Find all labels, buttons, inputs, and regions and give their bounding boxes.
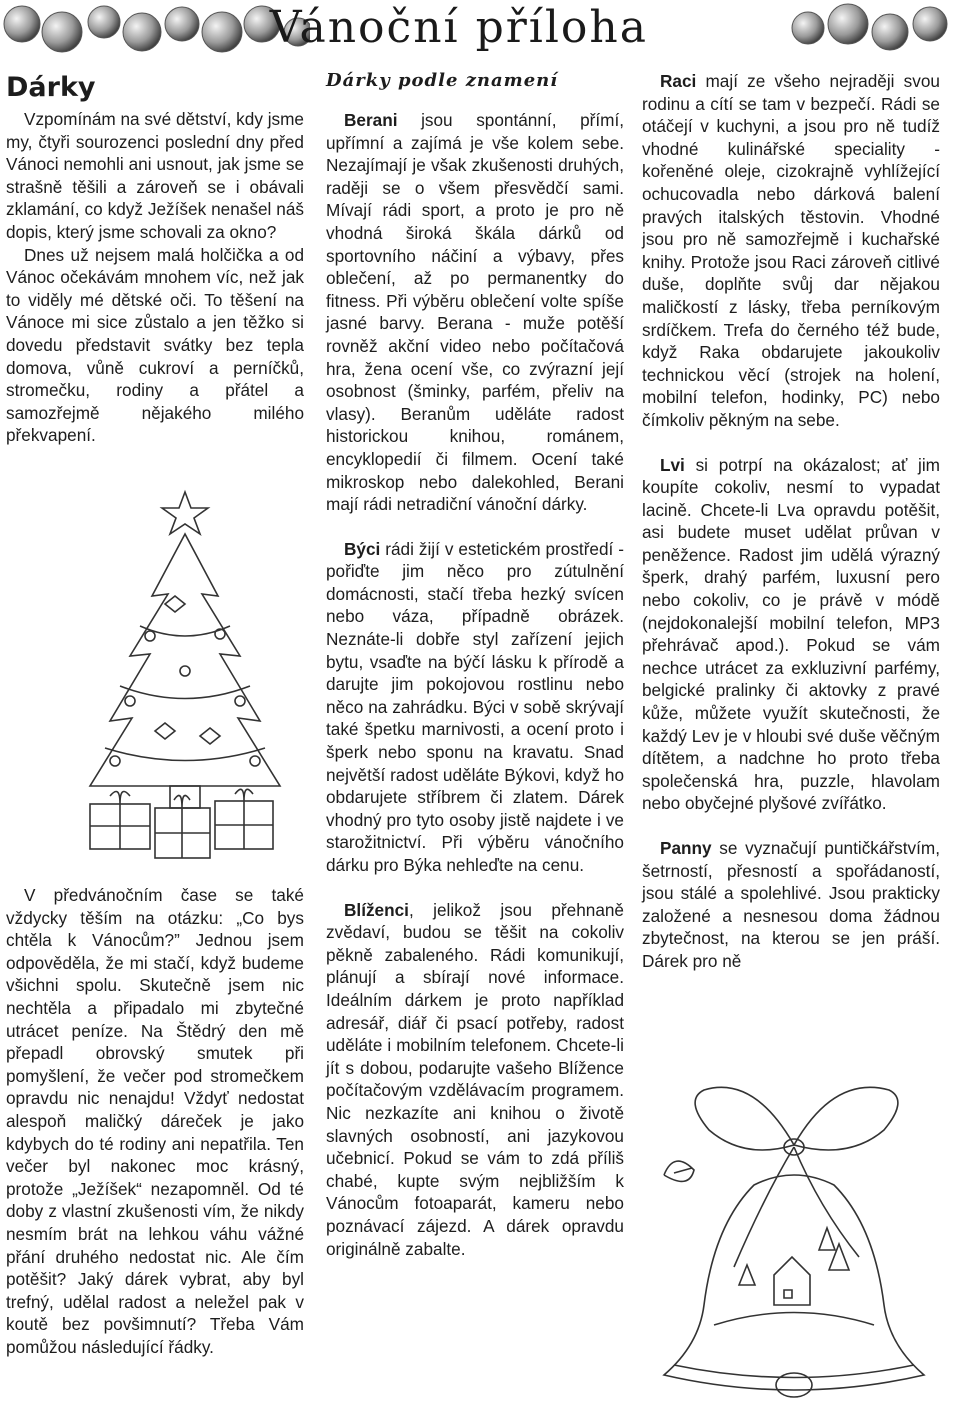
- page-title: Vánoční příloha: [269, 2, 648, 53]
- bauble-ornament-icon: [790, 2, 960, 58]
- zodiac-entry: [642, 837, 940, 973]
- article-paragraph: Dnes už nejsem malá holčička a od Vánoc očekávám mnohem víc, než jak to viděly mé dětské oči. To těšení na Vánoce mi sice zůstalo a jen těžko si dovedu představit svátky bez tepla domova, vůně cukroví a perníčků, stromečku, rodiny a přátel a samozřejmě nějakého milého překvapení.: [6, 244, 304, 446]
- christmas-bell-illustration: [644, 1075, 944, 1405]
- article-paragraph: Vzpomínám na své dětství, kdy jsme my, čtyři sourozenci poslední dny před Vánoci nemohli ani usnout, jak jsme se strašně těšili a zároveň se i obávali zklamání, co když Ježíšek nenašel náš dopis, který jsme schovali za okno?: [6, 109, 304, 242]
- zodiac-text: jsou spontánní, přímí, upřímní a zajímá je vše kolem sebe. Nezajímají je však zkušenosti druhých, raději se o všem přesvědčí sami. Mívají rádi sport, a proto je pro ně vhodná široká škála dárků od sportovního náčiní a výbavy, přes oblečení, až po permanentky do fitness. Při výběru oblečení volte spíše jasné barvy. Berana - muže potěší rovněž akční video nebo počítačová hra, žena ocení vše, co zvýrazní její osobnost (šminky, parfém, přeliv na vlasy). Beranům uděláte radost historickou knihou, románem, encyklopedií či filmem. Ocení také mikroskop nebo dalekohled, Berani mají rádi netradiční vánoční dárky.: [326, 110, 624, 515]
- zodiac-entry: [642, 454, 940, 816]
- article-heading: Dárky: [6, 72, 96, 103]
- section-heading: Dárky podle znamení: [326, 70, 559, 91]
- article-column-continued: [6, 884, 304, 1358]
- zodiac-column: [642, 70, 940, 973]
- zodiac-text: si potrpí na okázalost; ať jim koupíte cokoliv, nesmí to vypadat lacině. Chcete-li Lva opravdu potěšit, asi budete muset udělat průvan v peněžence. Radost jim udělá výrazný šperk, drahý parfém, luxusní pero nebo cokoliv, co je právě v módě (nejdokonalejší mobilní telefon, MP3 přehrávač apod.). Pokud se vám nechce utrácet za exkluzivní parfémy, belgické pralinky či aktovky z pravé kůže, můžete využít skutečnosti, že každý Lev je v hloubi své duše věčným dítětem, a nadchne ho proto třeba společenská hra, puzzle, hlavolam nebo obyčejné plyšové zvířátko.: [642, 454, 940, 814]
- zodiac-entry: [326, 109, 624, 516]
- zodiac-entry: [326, 538, 624, 877]
- page-header: [0, 0, 960, 62]
- zodiac-sign: Blíženci: [344, 899, 409, 920]
- zodiac-sign: Panny: [660, 838, 712, 858]
- zodiac-text: rádi žijí v estetickém prostředí - pořiďte jim něco pro zútulnění domácnosti, stačí třeba hezký svícen nebo váza, případně obrázek. Neznáte-li dobře styl zařízení jejich bytu, vsaďte na býčí lásku k přírodě a darujte jim pokojovou rostlinu nebo něco na zahrádku. Býci v sobě skrývají také špetku marnivosti, a ocení proto i šperk nebo sponu na kravatu. Snad největší radost uděláte Býkovi, když ho obdarujete stříbrem či zlatem. Dárek vhodný pro tyto osoby jistě najdete i ve starožitnictví. Při výběru vánočního dárku pro Býka nehleďte na cenu.: [326, 538, 624, 875]
- zodiac-text: se vyznačují puntičkářstvím, šetrností, přesností a spořádaností, jsou stálé a spolehlivé. Jsou prakticky založené a nesnesou doma žádnou zbytečnost, na kterou se jen práší. Dárek pro ně: [642, 838, 940, 971]
- zodiac-sign: Býci: [344, 538, 381, 559]
- zodiac-text: mají ze všeho nejraději svou rodinu a cítí se tam v bezpečí. Rádi se otáčejí v kuchyni, a jsou pro ně tudíž vhodné kulinářské speciality - kořeněné oleje, cizokrajně vyhlížející ochucovadla nebo dárková balení pravých italských těstovin. Vhodné jsou pro ně samozřejmě i kuchařské knihy. Protože jsou Raci zároveň citlivé duše, doplňte svůj dar nějakou maličkostí z lásky, třeba perníkovým srdíčkem. Trefa do černého též bude, když Raka obdarujete jakoukoliv technickou věcí (strojek na holení, mobilní telefon, hodinky, PC) nebo čímkoliv pěkným na sebe.: [642, 71, 940, 430]
- zodiac-text: , jelikož jsou přehnaně zvědaví, budou se těšit na cokoliv pěkně zabaleného. Rádi komunikují, plánují a sbírají nové informace. Ideálním dárkem je proto například adresář, diář či psací potřeby, radost uděláte i mobilním telefonem. Chcete-li jít s dobou, podarujte vašeho Blížence počítačovým vzdělávacím programem. Nic nezkazíte ani knihou o životě slavných osobností, ani jazykovou učebnicí. Pokud se vám to zdá příliš chabé, kupte svým nejbližším k Vánocům fotoaparát, kameru nebo poznávací zájezd. A dárek opravdu originálně zabalte.: [326, 899, 624, 1259]
- article-column: [6, 70, 304, 447]
- zodiac-entry: [326, 899, 624, 1261]
- zodiac-column: [326, 70, 624, 1260]
- bauble-ornament-icon: [0, 2, 310, 58]
- christmas-tree-illustration: [70, 486, 300, 866]
- zodiac-entry: [642, 70, 940, 432]
- zodiac-sign: Raci: [660, 71, 697, 91]
- zodiac-sign: Lvi: [660, 454, 685, 475]
- zodiac-sign: Berani: [344, 110, 398, 130]
- article-paragraph: V předvánočním čase se také vždycky těším na otázku: „Co bys chtěla k Vánocům?” Jednou jsem odpověděla, že mi stačí, když budeme všichni spolu. Skutečně jsem nic nechtěla a připadalo mi zbytečné utrácet peníze. Na Štědrý den mě přepadl obrovský smutek při pomyšlení, že večer pod stromečkem opravdu nic nenajdu! Vždyť nedostat alespoň maličký dáreček je jako kdybych do té rodiny ani nepatřila. Ten večer byl nakonec moc krásný, protože „Ježíšek“ nezapomněl. Od té doby z vlastní zkušenosti vím, že nikdy nesmím brát na lehkou váhu vážné přání druhého nedostat nic. Ale čím potěšit? Jaký dárek vybrat, aby byl trefný, udělal radost a neležel pak v koutě bez povšimnutí? Třeba Vám pomůžou následující řádky.: [6, 885, 304, 1357]
